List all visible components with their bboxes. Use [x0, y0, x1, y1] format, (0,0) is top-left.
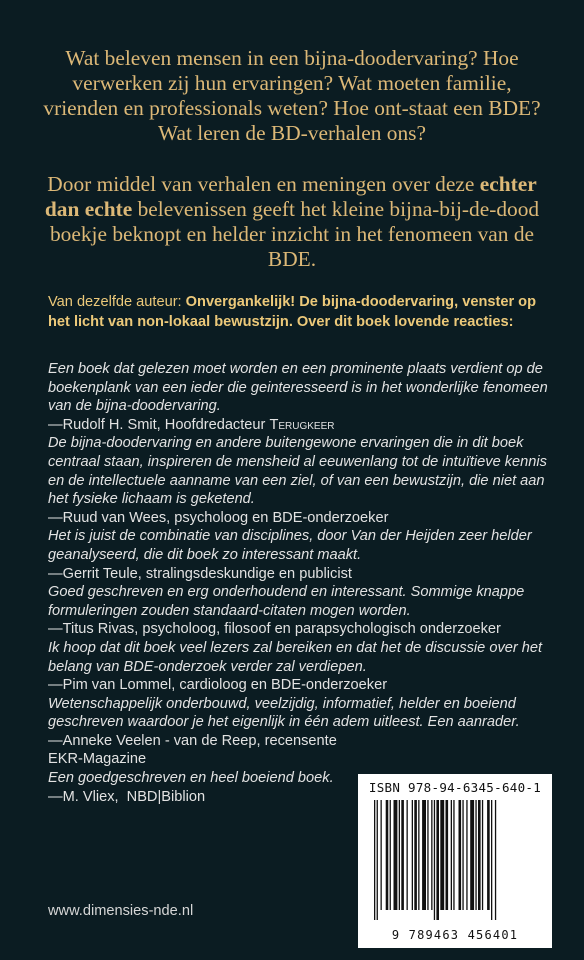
barcode-bar — [418, 800, 419, 910]
barcode-bar — [466, 800, 467, 910]
review-quote: Goed geschreven en erg onderhoudend en interessant. Sommige knappe formuleringen zouden standaard-citaten mogen worden. — [48, 584, 525, 619]
isbn-barcode — [358, 774, 552, 948]
barcode-bar — [414, 800, 417, 910]
barcode-bar — [407, 800, 408, 910]
barcode-bar — [451, 800, 452, 910]
review-publication: Terugkeer — [269, 416, 335, 433]
website-url[interactable]: www.dimensies-nde.nl — [48, 903, 194, 919]
review-quote: De bijna-doodervaring en andere buitengewone ervaringen die in dit boek centraal staan, inspireren de mensheid al eeuwenlang tot de intuïtieve kennis en de intellectuele aanname van een ziel, of van een bewustzijn, die niet aan het fysieke lichaam is geketend. — [48, 435, 547, 508]
review-attribution: —M. Vliex, NBD|Biblion — [48, 788, 206, 805]
barcode-bar — [377, 800, 378, 920]
review-quote: Een goedgeschreven en heel boeiend boek. — [48, 770, 334, 787]
review-item — [48, 360, 554, 434]
barcode-bar — [487, 800, 490, 910]
review-author: —Rudolf H. Smit, Hoofdredacteur — [48, 416, 270, 433]
barcode-bar — [459, 800, 462, 910]
barcode-bar — [478, 800, 481, 910]
barcode-bar — [422, 800, 426, 910]
barcode-bar — [394, 800, 398, 910]
isbn-label: ISBN 978-94-6345-640-1 — [368, 780, 542, 795]
review-item — [48, 639, 554, 695]
barcode-bar — [427, 800, 428, 910]
review-item — [48, 527, 554, 583]
review-item — [48, 583, 554, 639]
review-item — [48, 695, 554, 769]
intro-summary-end: belevenissen geeft het kleine bijna-bij-de-dood boekje beknopt en helder inzicht in het fenomeen van de BDE. — [49, 197, 540, 271]
barcode-bar — [440, 800, 444, 910]
barcode-bar — [495, 800, 496, 920]
barcode-bar — [399, 800, 400, 910]
barcode-bar — [434, 800, 435, 920]
review-attribution: —Gerrit Teule, stralingsdeskundige en publicist — [48, 565, 352, 582]
barcode-bar — [470, 800, 474, 910]
barcode-bar — [475, 800, 476, 910]
review-item — [48, 434, 554, 527]
also-by-author — [48, 293, 548, 332]
review-attribution: —Ruud van Wees, psycholoog en BDE-onderzoeker — [48, 509, 389, 526]
barcode-bar — [381, 800, 382, 910]
barcode-bar — [462, 800, 463, 910]
intro-summary-emphasis: echter dan echte — [44, 172, 537, 221]
intro-summary — [40, 172, 544, 272]
reviews-list — [48, 360, 554, 806]
barcode-bar — [431, 800, 432, 910]
barcode-bar — [390, 800, 391, 910]
also-by-lead: Van dezelfde auteur: — [48, 294, 186, 310]
review-quote: Wetenschappelijk onderbouwd, veelzijdig, informatief, helder en boeiend geschreven waardoor je het eigenlijk in één adem uitleest. Een aanrader. — [48, 695, 520, 731]
review-quote: Een boek dat gelezen moet worden en een prominente plaats verdient op de boekenplank van een ieder die geinteresseerd is in het wonderlijke fenomeen van de bijna-doodervaring. — [48, 361, 548, 415]
barcode-bar — [446, 800, 449, 910]
barcode-bar — [453, 800, 454, 910]
barcode-digits: 9 789463 456401 — [391, 928, 519, 942]
barcode-bar — [412, 800, 413, 910]
review-quote: Ik hoop dat dit boek veel lezers zal bereiken en dat het de discussie over het belang van BDE-onderzoek verder zal verdiepen. — [48, 639, 543, 675]
barcode-bar — [436, 800, 439, 920]
review-attribution: —Anneke Veelen - van de Reep, recensente EKR-Magazine — [48, 732, 337, 768]
intro-summary-start: Door middel van verhalen en meningen over deze — [47, 172, 480, 196]
review-attribution: —Pim van Lommel, cardioloog en BDE-onderzoeker — [48, 677, 388, 694]
review-quote: Het is juist de combinatie van disciplines, door Van der Heijden zeer helder geanalyseerd, die dit boek zo interessant maakt. — [48, 528, 532, 563]
also-by-title: Onvergankelijk! De bijna-doodervaring, venster op het licht van non-lokaal bewustzijn. Over dit boek lovende reacties: — [48, 294, 537, 330]
barcode-bar — [491, 800, 492, 920]
barcode-bar — [374, 800, 375, 920]
intro-questions: Wat beleven mensen in een bijna-doodervaring? Hoe verwerken zij hun ervaringen? Wat moeten familie, vrienden en professionals weten? Hoe ont-staat een BDE? Wat leren de BD-verhalen ons? — [43, 46, 541, 145]
barcode-bar — [401, 800, 404, 910]
barcode-bar — [386, 800, 389, 910]
review-attribution: —Titus Rivas, psycholoog, filosoof en parapsychologisch onderzoeker — [48, 621, 501, 638]
barcode-bar — [482, 800, 483, 910]
barcode-bars-graphic — [370, 800, 544, 920]
review-attribution — [48, 416, 554, 435]
